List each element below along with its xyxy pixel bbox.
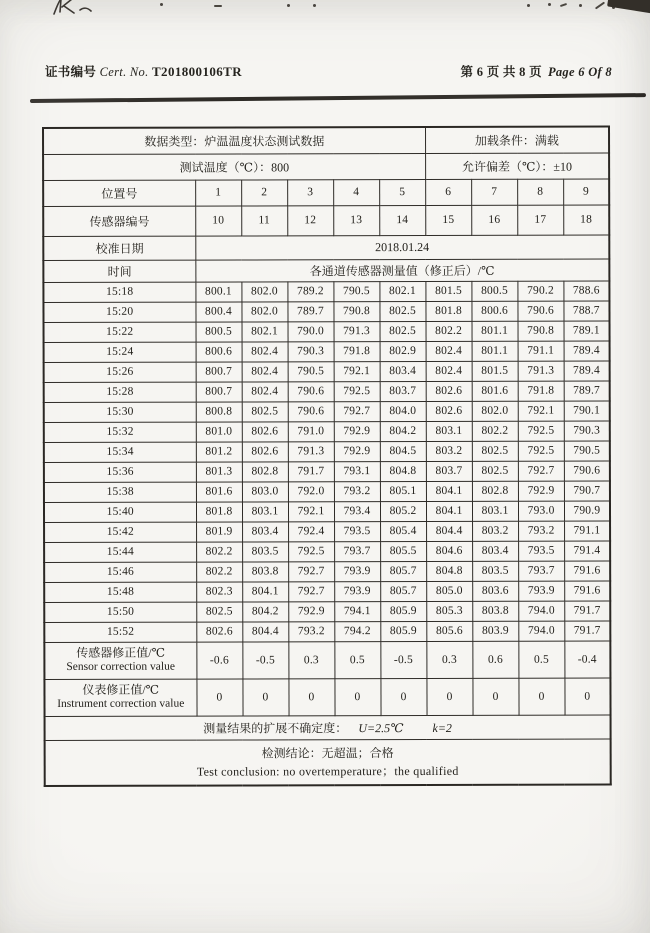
value-cell: 1 bbox=[195, 180, 241, 206]
value-cell: 0 bbox=[196, 679, 242, 716]
calibration-date-label: 校准日期 bbox=[43, 236, 195, 260]
conclusion-row bbox=[45, 739, 611, 786]
time-cell: 15:50 bbox=[44, 602, 196, 622]
measurement-cell: 802.5 bbox=[472, 441, 518, 461]
measurement-cell: 800.5 bbox=[471, 281, 517, 301]
time-cell: 15:32 bbox=[44, 422, 196, 442]
value-cell: -0.5 bbox=[242, 642, 288, 679]
measurement-cell: 802.5 bbox=[380, 321, 426, 341]
value-cell: 0 bbox=[565, 678, 611, 715]
measurement-cell: 789.2 bbox=[287, 282, 333, 302]
sensor-number-row bbox=[43, 205, 609, 236]
measurement-cell: 803.4 bbox=[472, 541, 518, 561]
measurement-cell: 802.4 bbox=[242, 362, 288, 382]
measurement-cell: 790.8 bbox=[518, 321, 564, 341]
measurement-cell: 792.0 bbox=[288, 482, 334, 502]
measurement-cell: 790.6 bbox=[288, 382, 334, 402]
measurement-cell: 791.7 bbox=[564, 601, 610, 621]
measurement-cell: 803.7 bbox=[426, 461, 472, 481]
measurement-cell: 803.7 bbox=[380, 381, 426, 401]
measurement-cell: 792.9 bbox=[334, 422, 380, 442]
measurement-row bbox=[44, 601, 610, 622]
measurement-cell: 793.1 bbox=[334, 462, 380, 482]
measurement-cell: 794.0 bbox=[518, 621, 564, 641]
measurement-row bbox=[44, 621, 610, 642]
measurement-cell: 788.7 bbox=[564, 301, 610, 321]
measurement-cell: 790.3 bbox=[564, 421, 610, 441]
measurement-row bbox=[44, 501, 610, 522]
value-cell: 4 bbox=[333, 180, 379, 206]
measurement-cell: 793.5 bbox=[334, 522, 380, 542]
value-cell: 0.3 bbox=[288, 642, 334, 679]
scan-corner-mark bbox=[607, 0, 650, 13]
measurement-cell: 790.9 bbox=[564, 501, 610, 521]
measurement-cell: 802.2 bbox=[196, 562, 242, 582]
measurement-cell: 792.9 bbox=[518, 481, 564, 501]
cert-label-cn: 证书编号 bbox=[45, 65, 97, 79]
measurement-cell: 800.4 bbox=[195, 302, 241, 322]
measurement-cell: 801.5 bbox=[472, 361, 518, 381]
measurement-cell: 802.4 bbox=[426, 341, 472, 361]
measurement-cell: 793.2 bbox=[288, 622, 334, 642]
measurement-cell: 791.7 bbox=[564, 621, 610, 641]
measurement-cell: 804.8 bbox=[426, 561, 472, 581]
measurement-cell: 802.6 bbox=[242, 442, 288, 462]
measurement-cell: 804.2 bbox=[380, 421, 426, 441]
load-condition-cell: 加载条件：满载 bbox=[425, 127, 609, 154]
certificate-number-line bbox=[45, 62, 242, 80]
time-cell: 15:52 bbox=[44, 622, 196, 642]
measurement-cell: 802.3 bbox=[196, 582, 242, 602]
measurement-cell: 801.2 bbox=[196, 442, 242, 462]
measurement-cell: 802.9 bbox=[380, 341, 426, 361]
instrument-correction-row bbox=[44, 678, 610, 716]
value-cell: 0 bbox=[427, 678, 473, 715]
measurement-cell: 805.5 bbox=[380, 541, 426, 561]
measurement-cell: 803.2 bbox=[472, 521, 518, 541]
measurement-cell: 803.8 bbox=[242, 562, 288, 582]
measurement-cell: 802.6 bbox=[242, 422, 288, 442]
measurement-cell: 791.3 bbox=[518, 361, 564, 381]
measurement-cell: 805.7 bbox=[380, 561, 426, 581]
scan-dash bbox=[214, 5, 222, 7]
measurement-cell: 801.6 bbox=[472, 381, 518, 401]
measurement-cell: 803.9 bbox=[472, 621, 518, 641]
value-cell: -0.4 bbox=[564, 641, 610, 678]
measurement-cell: 802.5 bbox=[379, 301, 425, 321]
measurement-cell: 790.5 bbox=[333, 282, 379, 302]
measurement-cell: 792.9 bbox=[288, 602, 334, 622]
value-cell: 0 bbox=[242, 679, 288, 716]
measurement-cell: 802.8 bbox=[242, 462, 288, 482]
value-cell: 12 bbox=[287, 206, 333, 236]
time-cell: 15:26 bbox=[44, 362, 196, 382]
scan-dot bbox=[160, 3, 163, 6]
value-cell: 15 bbox=[425, 205, 471, 235]
measurement-cell: 800.7 bbox=[196, 382, 242, 402]
measurement-cell: 802.6 bbox=[426, 401, 472, 421]
measurement-cell: 800.5 bbox=[196, 322, 242, 342]
measurement-cell: 802.8 bbox=[472, 481, 518, 501]
value-cell: 0.3 bbox=[426, 641, 472, 678]
measurement-cell: 791.8 bbox=[518, 381, 564, 401]
scan-dot bbox=[527, 4, 530, 7]
measurement-cell: 800.6 bbox=[472, 301, 518, 321]
measurement-cell: 802.4 bbox=[242, 342, 288, 362]
handwritten-mark bbox=[50, 0, 98, 16]
sensor-number-label: 传感器编号 bbox=[43, 206, 195, 236]
measurement-cell: 792.5 bbox=[288, 542, 334, 562]
position-label: 位置号 bbox=[43, 180, 195, 206]
measurement-cell: 789.7 bbox=[287, 302, 333, 322]
measurement-row bbox=[43, 281, 609, 302]
measurement-row bbox=[44, 381, 610, 402]
time-cell: 15:18 bbox=[43, 282, 195, 302]
measurement-cell: 805.7 bbox=[380, 581, 426, 601]
measurement-cell: 804.0 bbox=[380, 401, 426, 421]
conclusion-cell bbox=[45, 739, 611, 786]
measurement-rows bbox=[43, 281, 610, 642]
measurement-cell: 804.8 bbox=[380, 461, 426, 481]
measurement-cell: 792.5 bbox=[334, 382, 380, 402]
measurement-cell: 793.9 bbox=[518, 581, 564, 601]
header-divider-rule bbox=[30, 93, 646, 102]
measurement-cell: 790.2 bbox=[517, 281, 563, 301]
value-cell: 9 bbox=[563, 179, 609, 205]
measurement-cell: 802.5 bbox=[472, 461, 518, 481]
measurement-cell: 794.1 bbox=[334, 602, 380, 622]
measurement-cell: 790.6 bbox=[288, 402, 334, 422]
measurement-cell: 791.4 bbox=[564, 541, 610, 561]
measurement-cell: 804.4 bbox=[426, 521, 472, 541]
measurement-cell: 791.7 bbox=[288, 462, 334, 482]
sensor-correction-label: 传感器修正值/℃ Sensor correction value bbox=[44, 642, 196, 679]
value-cell: 0 bbox=[380, 678, 426, 715]
measurement-row bbox=[43, 301, 609, 322]
test-temperature-cell: 测试温度（℃）：800 bbox=[43, 153, 425, 180]
measurement-cell: 801.8 bbox=[426, 301, 472, 321]
measurement-cell: 804.1 bbox=[426, 501, 472, 521]
measurement-cell: 789.4 bbox=[564, 341, 610, 361]
value-cell: 16 bbox=[471, 205, 517, 235]
measurement-cell: 791.6 bbox=[564, 581, 610, 601]
time-header-row bbox=[43, 259, 609, 282]
measurement-cell: 802.2 bbox=[472, 421, 518, 441]
cert-number: T201800106TR bbox=[151, 64, 242, 79]
measurement-row bbox=[44, 421, 610, 442]
measurement-cell: 790.5 bbox=[564, 441, 610, 461]
page-info-en: Page 6 Of 8 bbox=[547, 65, 612, 79]
time-cell: 15:34 bbox=[44, 442, 196, 462]
measurement-cell: 792.7 bbox=[288, 582, 334, 602]
measurement-row bbox=[44, 541, 610, 562]
measurement-cell: 792.7 bbox=[518, 461, 564, 481]
measurement-cell: 793.7 bbox=[518, 561, 564, 581]
scan-dot bbox=[579, 4, 582, 7]
scan-dot bbox=[548, 3, 551, 6]
measurement-cell: 802.1 bbox=[242, 322, 288, 342]
time-cell: 15:28 bbox=[44, 382, 196, 402]
measurement-row bbox=[44, 521, 610, 542]
measurement-cell: 792.7 bbox=[334, 402, 380, 422]
measurement-cell: 804.5 bbox=[380, 441, 426, 461]
measurement-cell: 793.4 bbox=[334, 502, 380, 522]
scan-dash bbox=[560, 3, 567, 7]
measurement-row bbox=[44, 341, 610, 362]
measurement-cell: 791.1 bbox=[564, 521, 610, 541]
measurement-cell: 802.5 bbox=[196, 602, 242, 622]
instrument-correction-label: 仪表修正值/℃ Instrument correction value bbox=[44, 679, 196, 716]
measurement-cell: 802.0 bbox=[472, 401, 518, 421]
measurement-cell: 803.5 bbox=[242, 542, 288, 562]
measurement-cell: 790.3 bbox=[288, 342, 334, 362]
page-header bbox=[45, 62, 612, 80]
measurement-cell: 793.5 bbox=[518, 541, 564, 561]
measurement-cell: 805.6 bbox=[426, 621, 472, 641]
measurement-cell: 792.9 bbox=[334, 442, 380, 462]
measurement-cell: 790.0 bbox=[288, 322, 334, 342]
measurement-cell: 802.6 bbox=[196, 622, 242, 642]
measurement-cell: 793.2 bbox=[334, 482, 380, 502]
value-cell: 2 bbox=[241, 180, 287, 206]
measurement-cell: 788.6 bbox=[563, 281, 609, 301]
uncertainty-cell: 测量结果的扩展不确定度： U=2.5℃ k=2 bbox=[45, 715, 611, 740]
measurement-cell: 801.5 bbox=[425, 281, 471, 301]
measurement-cell: 805.2 bbox=[380, 501, 426, 521]
measurement-cell: 793.7 bbox=[334, 542, 380, 562]
uncertainty-row bbox=[45, 715, 611, 740]
value-cell: 5 bbox=[379, 179, 425, 205]
time-cell: 15:38 bbox=[44, 482, 196, 502]
measurement-cell: 803.8 bbox=[472, 601, 518, 621]
measurement-cell: 805.1 bbox=[380, 481, 426, 501]
measurement-cell: 792.1 bbox=[288, 502, 334, 522]
measurement-cell: 805.4 bbox=[380, 521, 426, 541]
value-cell: 10 bbox=[195, 206, 241, 236]
measurement-cell: 804.1 bbox=[242, 582, 288, 602]
measurement-cell: 789.4 bbox=[564, 361, 610, 381]
time-cell: 15:42 bbox=[44, 522, 196, 542]
measurement-cell: 794.2 bbox=[334, 622, 380, 642]
page-number-line bbox=[461, 62, 613, 80]
value-cell: 0 bbox=[473, 678, 519, 715]
measurement-cell: 792.1 bbox=[518, 401, 564, 421]
value-cell: 0 bbox=[519, 678, 565, 715]
measurement-cell: 801.8 bbox=[196, 502, 242, 522]
measurement-cell: 792.4 bbox=[288, 522, 334, 542]
measurement-cell: 793.0 bbox=[518, 501, 564, 521]
measurement-cell: 802.2 bbox=[426, 321, 472, 341]
scan-slash bbox=[595, 2, 605, 10]
measurement-cell: 804.6 bbox=[426, 541, 472, 561]
measurement-cell: 791.3 bbox=[288, 442, 334, 462]
value-cell: 11 bbox=[241, 206, 287, 236]
measurement-cell: 792.5 bbox=[518, 441, 564, 461]
measurement-cell: 791.0 bbox=[288, 422, 334, 442]
calibration-date-value: 2018.01.24 bbox=[195, 235, 609, 260]
measurement-cell: 805.3 bbox=[426, 601, 472, 621]
measurement-cell: 804.1 bbox=[426, 481, 472, 501]
measurement-cell: 802.1 bbox=[379, 281, 425, 301]
furnace-test-data-table bbox=[42, 126, 612, 787]
meta-row-2 bbox=[43, 153, 609, 180]
value-cell: 8 bbox=[517, 179, 563, 205]
measurement-cell: 792.1 bbox=[334, 362, 380, 382]
measurement-cell: 790.8 bbox=[333, 302, 379, 322]
measurement-cell: 803.5 bbox=[472, 561, 518, 581]
value-cell: 18 bbox=[563, 205, 609, 235]
measurement-cell: 803.0 bbox=[242, 482, 288, 502]
measurement-cell: 790.6 bbox=[564, 461, 610, 481]
value-cell: -0.6 bbox=[196, 642, 242, 679]
measurement-cell: 801.3 bbox=[196, 462, 242, 482]
measurement-cell: 804.4 bbox=[242, 622, 288, 642]
scan-dot bbox=[287, 4, 290, 7]
measurement-cell: 803.2 bbox=[426, 441, 472, 461]
uncertainty-u-value: U=2.5℃ bbox=[358, 721, 404, 736]
measurement-cell: 791.3 bbox=[334, 322, 380, 342]
measurement-cell: 801.0 bbox=[196, 422, 242, 442]
measurement-row bbox=[44, 441, 610, 462]
measurement-cell: 790.1 bbox=[564, 401, 610, 421]
measurement-cell: 800.6 bbox=[196, 342, 242, 362]
measurement-cell: 800.7 bbox=[196, 362, 242, 382]
measurement-cell: 801.1 bbox=[472, 341, 518, 361]
measurement-cell: 792.7 bbox=[288, 562, 334, 582]
allowed-deviation-cell: 允许偏差（℃）：±10 bbox=[425, 153, 609, 179]
measurement-cell: 801.9 bbox=[196, 522, 242, 542]
measurement-cell: 791.6 bbox=[564, 561, 610, 581]
value-cell: 0 bbox=[288, 679, 334, 716]
measurement-cell: 803.1 bbox=[472, 501, 518, 521]
measurement-row bbox=[44, 561, 610, 582]
measurement-cell: 800.8 bbox=[196, 402, 242, 422]
table-wrapper bbox=[42, 126, 612, 787]
value-cell: 13 bbox=[333, 206, 379, 236]
time-cell: 15:24 bbox=[44, 342, 196, 362]
calibration-date-row bbox=[43, 235, 609, 260]
measurement-cell: 793.2 bbox=[518, 521, 564, 541]
value-cell: 0.6 bbox=[472, 641, 518, 678]
measurement-row bbox=[44, 481, 610, 502]
channel-measurement-header: 各通道传感器测量值（修正后）/℃ bbox=[195, 259, 609, 282]
time-cell: 15:20 bbox=[43, 302, 195, 322]
measurement-cell: 791.8 bbox=[334, 342, 380, 362]
measurement-cell: 790.5 bbox=[288, 362, 334, 382]
measurement-cell: 801.6 bbox=[196, 482, 242, 502]
meta-row-1 bbox=[43, 127, 609, 155]
measurement-cell: 790.6 bbox=[518, 301, 564, 321]
measurement-cell: 802.0 bbox=[241, 282, 287, 302]
measurement-cell: 803.4 bbox=[242, 522, 288, 542]
measurement-cell: 805.9 bbox=[380, 621, 426, 641]
measurement-cell: 802.4 bbox=[242, 382, 288, 402]
value-cell: 0 bbox=[334, 679, 380, 716]
measurement-cell: 803.1 bbox=[242, 502, 288, 522]
value-cell: 14 bbox=[379, 205, 425, 235]
measurement-cell: 803.1 bbox=[426, 421, 472, 441]
measurement-cell: 791.1 bbox=[518, 341, 564, 361]
measurement-cell: 800.1 bbox=[195, 282, 241, 302]
measurement-cell: 789.7 bbox=[564, 381, 610, 401]
conclusion-en: Test conclusion: no overtemperature；the qualified bbox=[196, 763, 459, 779]
measurement-cell: 802.5 bbox=[242, 402, 288, 422]
measurement-cell: 801.1 bbox=[472, 321, 518, 341]
data-type-cell: 数据类型：炉温温度状态测试数据 bbox=[43, 127, 425, 155]
measurement-cell: 805.9 bbox=[380, 601, 426, 621]
time-label: 时间 bbox=[43, 260, 195, 282]
sensor-correction-row bbox=[44, 641, 610, 679]
value-cell: 7 bbox=[471, 179, 517, 205]
value-cell: 6 bbox=[425, 179, 471, 205]
value-cell: 0.5 bbox=[518, 641, 564, 678]
time-cell: 15:22 bbox=[44, 322, 196, 342]
measurement-row bbox=[44, 321, 610, 342]
page-info-cn: 第 6 页 共 8 页 bbox=[460, 65, 542, 79]
time-cell: 15:40 bbox=[44, 502, 196, 522]
conclusion-cn: 检测结论：无超温；合格 bbox=[261, 746, 394, 761]
scan-dot bbox=[313, 4, 316, 7]
measurement-cell: 793.9 bbox=[334, 582, 380, 602]
measurement-cell: 803.4 bbox=[380, 361, 426, 381]
measurement-row bbox=[44, 581, 610, 602]
value-cell: 3 bbox=[287, 180, 333, 206]
uncertainty-k-value: k=2 bbox=[432, 720, 452, 735]
measurement-row bbox=[44, 461, 610, 482]
measurement-cell: 802.0 bbox=[241, 302, 287, 322]
cert-label-en: Cert. No. bbox=[99, 65, 149, 79]
measurement-cell: 790.7 bbox=[564, 481, 610, 501]
measurement-cell: 793.9 bbox=[334, 562, 380, 582]
time-cell: 15:44 bbox=[44, 542, 196, 562]
measurement-cell: 792.5 bbox=[518, 421, 564, 441]
measurement-cell: 802.6 bbox=[426, 381, 472, 401]
measurement-cell: 802.2 bbox=[196, 542, 242, 562]
position-row bbox=[43, 179, 609, 206]
value-cell: -0.5 bbox=[380, 641, 426, 678]
measurement-row bbox=[44, 401, 610, 422]
time-cell: 15:48 bbox=[44, 582, 196, 602]
time-cell: 15:30 bbox=[44, 402, 196, 422]
measurement-cell: 794.0 bbox=[518, 601, 564, 621]
value-cell: 0.5 bbox=[334, 642, 380, 679]
measurement-cell: 804.2 bbox=[242, 602, 288, 622]
measurement-cell: 789.1 bbox=[564, 321, 610, 341]
measurement-cell: 802.4 bbox=[426, 361, 472, 381]
measurement-row bbox=[44, 361, 610, 382]
value-cell: 17 bbox=[517, 205, 563, 235]
measurement-cell: 803.6 bbox=[472, 581, 518, 601]
measurement-cell: 805.0 bbox=[426, 581, 472, 601]
time-cell: 15:46 bbox=[44, 562, 196, 582]
time-cell: 15:36 bbox=[44, 462, 196, 482]
